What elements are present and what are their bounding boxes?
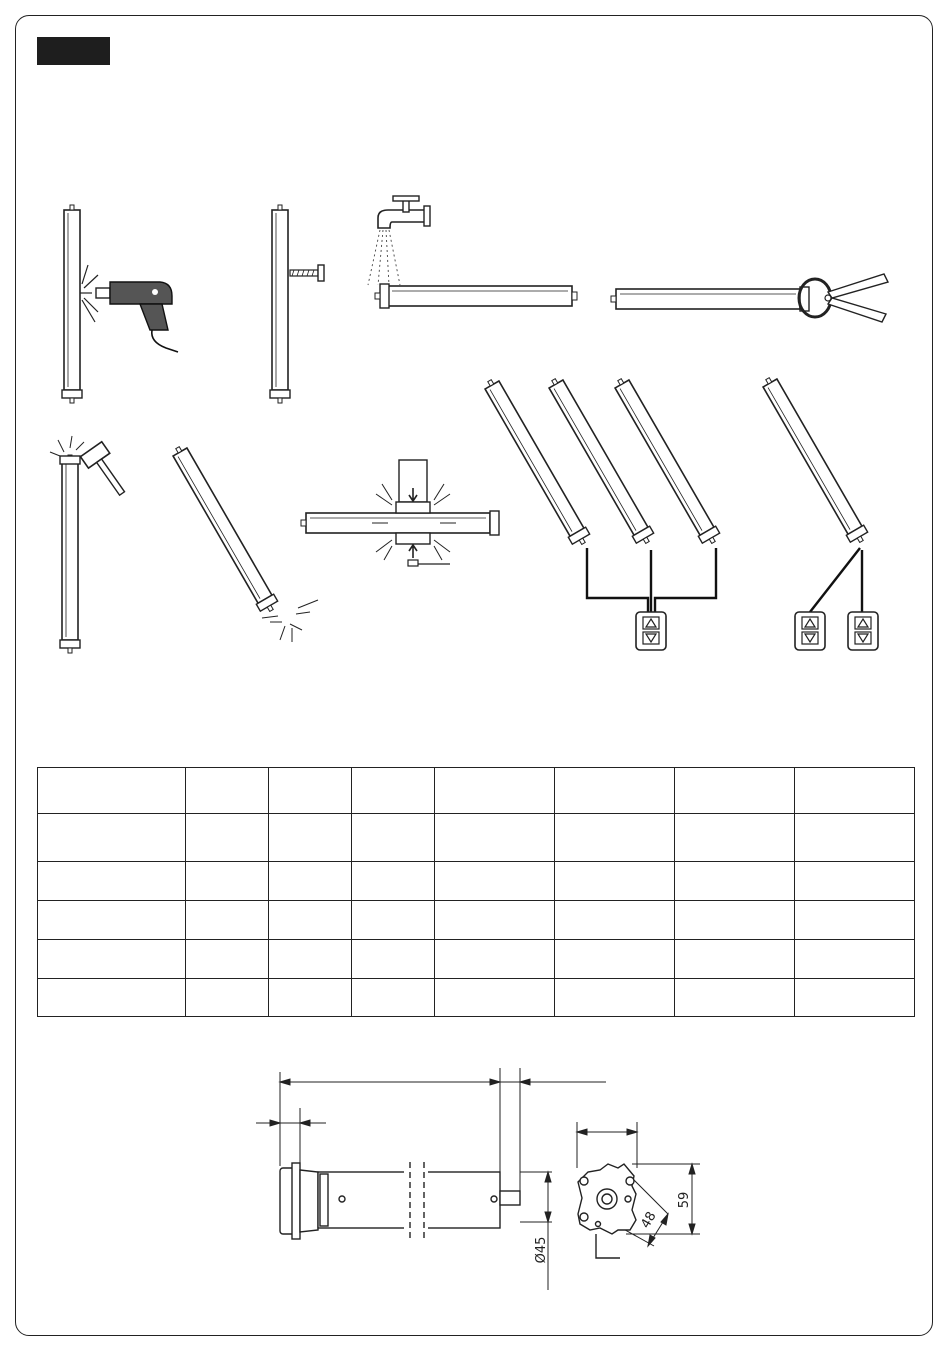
table-cell (352, 901, 435, 940)
table-cell (38, 940, 186, 979)
table-cell (435, 862, 555, 901)
diameter-label: Ø45 (534, 1236, 549, 1264)
table-cell (269, 768, 352, 814)
table-cell (186, 862, 269, 901)
table-cell (555, 979, 675, 1017)
table-row (38, 901, 915, 940)
screw-icon (270, 205, 324, 403)
table-cell (555, 901, 675, 940)
table-cell (675, 901, 795, 940)
table-row (38, 979, 915, 1017)
height-dimension-label: 59 (677, 1191, 692, 1209)
table-cell (38, 901, 186, 940)
table-cell (38, 814, 186, 862)
table-cell (186, 814, 269, 862)
spec-table (37, 767, 915, 1017)
bolt-spacing-label: 48 (638, 1209, 660, 1232)
table-cell (795, 979, 915, 1017)
parallel-wiring-icon (481, 375, 722, 650)
table-row (38, 814, 915, 862)
table-cell (435, 979, 555, 1017)
table-cell (795, 901, 915, 940)
table-cell (352, 862, 435, 901)
table-cell (38, 768, 186, 814)
table-cell (795, 862, 915, 901)
table-cell (675, 979, 795, 1017)
dropped-motor-icon (169, 443, 318, 642)
table-row (38, 940, 915, 979)
drill-icon (62, 205, 178, 403)
motor-side-view (280, 1160, 520, 1240)
dimension-drawing (0, 1040, 950, 1340)
motor-head-end-view (578, 1164, 636, 1258)
dual-switch-wiring-icon (759, 374, 878, 650)
table-cell (435, 940, 555, 979)
table-cell (795, 814, 915, 862)
table-cell (186, 901, 269, 940)
table-cell (352, 768, 435, 814)
table-cell (269, 814, 352, 862)
pincer-icon (611, 274, 888, 322)
table-cell (269, 979, 352, 1017)
table-cell (352, 979, 435, 1017)
table-cell (435, 901, 555, 940)
table-cell (352, 940, 435, 979)
table-cell (555, 862, 675, 901)
table-cell (186, 940, 269, 979)
table-cell (186, 768, 269, 814)
table-row (38, 768, 915, 814)
table-cell (435, 814, 555, 862)
table-cell (186, 979, 269, 1017)
table-cell (38, 862, 186, 901)
table-cell (675, 862, 795, 901)
crush-press-icon (301, 460, 499, 566)
table-cell (269, 901, 352, 940)
water-tap-icon (368, 196, 577, 308)
table-cell (38, 979, 186, 1017)
table-cell (352, 814, 435, 862)
table-cell (675, 768, 795, 814)
table-cell (435, 768, 555, 814)
table-cell (795, 768, 915, 814)
hammer-icon (50, 436, 133, 653)
table-cell (675, 940, 795, 979)
table-cell (269, 940, 352, 979)
table-cell (675, 814, 795, 862)
table-cell (555, 768, 675, 814)
table-cell (269, 862, 352, 901)
table-cell (555, 814, 675, 862)
table-cell (555, 940, 675, 979)
table-cell (795, 940, 915, 979)
table-row (38, 862, 915, 901)
